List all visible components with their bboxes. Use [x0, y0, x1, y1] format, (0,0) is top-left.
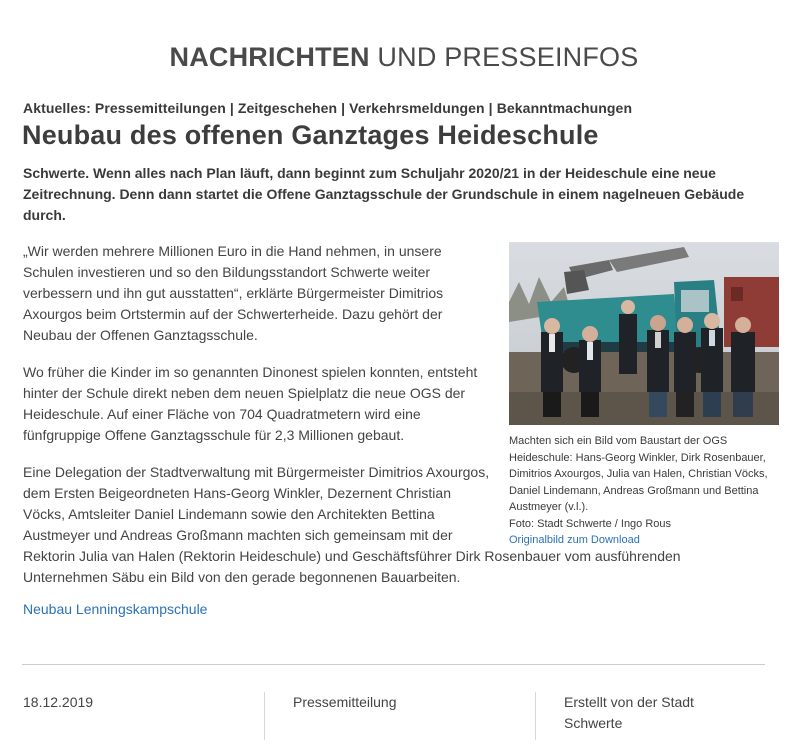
meta-separator [264, 692, 265, 740]
article-lead: Schwerte. Wenn alles nach Plan läuft, dann beginnt zum Schuljahr 2020/21 in der Heideschule eine neue Zeitrechnung. Denn dann startet die Offene Ganztagsschule der Grundschule in einem nagelneuen Gebäude durch. [23, 165, 745, 223]
section-header-light: UND PRESSEINFOS [377, 42, 639, 72]
figure-caption-text: Machten sich ein Bild vom Baustart der OGS Heideschule: Hans-Georg Winkler, Dirk Rosenbauer, Dimitrios Axourgos, Julia van Halen, Christian Vöcks, Daniel Lindemann, Andreas Großmann und Bettina Austmeyer (v.l.). [509, 435, 768, 513]
divider [22, 664, 765, 665]
article-paragraph-2: Wo früher die Kinder im so genannten Dinonest spielen konnten, entsteht hinter der Schule direkt neben dem neuen Spielplatz die neue OGS der Heideschule. Auf einer Fläche von 704 Quadratmetern wird eine fünfgruppige Offene Ganztagsschule für 2,3 Millionen gebaut. [23, 364, 478, 443]
breadcrumb: Aktuelles: Pressemitteilungen | Zeitgeschehen | Verkehrsmeldungen | Bekanntmachungen [23, 100, 633, 116]
construction-photo-illustration [509, 242, 779, 425]
publish-date: 18.12.2019 [23, 694, 94, 710]
article-title: Neubau des offenen Ganztages Heideschule [22, 120, 599, 150]
article-paragraph-1: „Wir werden mehrere Millionen Euro in die Hand nehmen, in unsere Schulen investieren und so den Bildungsstandort Schwerte weiter verbessern und ihn gut ausstatten“, erklärte Bürgermeister Dimitrios Axourgos beim Ortstermin auf der Schwerterheide. Dazu gehört der Neubau der Offenen Ganztagsschule. [23, 243, 444, 343]
related-article-link[interactable]: Neubau Lenningskampschule [23, 601, 208, 617]
figure-float-spacer [493, 462, 723, 546]
section-header-bold: NACHRICHTEN [169, 42, 370, 72]
article-paragraph-3 [23, 462, 723, 588]
original-image-download-link[interactable]: Originalbild zum Download [509, 534, 640, 546]
figure-credit: Foto: Stadt Schwerte / Ingo Rous [509, 517, 672, 530]
article-author: Erstellt von der Stadt Schwerte [564, 694, 694, 731]
article-photo[interactable] [509, 242, 779, 425]
section-header [0, 42, 808, 73]
article-type: Pressemitteilung [293, 694, 397, 710]
article-paragraph-3-text: Eine Delegation der Stadtverwaltung mit Bürgermeister Dimitrios Axourgos, dem Ersten Beigeordneten Hans-Georg Winkler, Dezernent Christian Vöcks, Amtsleiter Daniel Lindemann sowie den Architekten Bettina Austmeyer und Andreas Großmann machten sich gemeinsam mit der Rektorin Julia van Halen (Rektorin Heideschule) und Geschäftsführer Dirk Rosenbauer vom ausführenden Unternehmen Säbu ein Bild von den gerade begonnenen Bauarbeiten. [23, 464, 681, 585]
meta-separator [535, 692, 536, 740]
